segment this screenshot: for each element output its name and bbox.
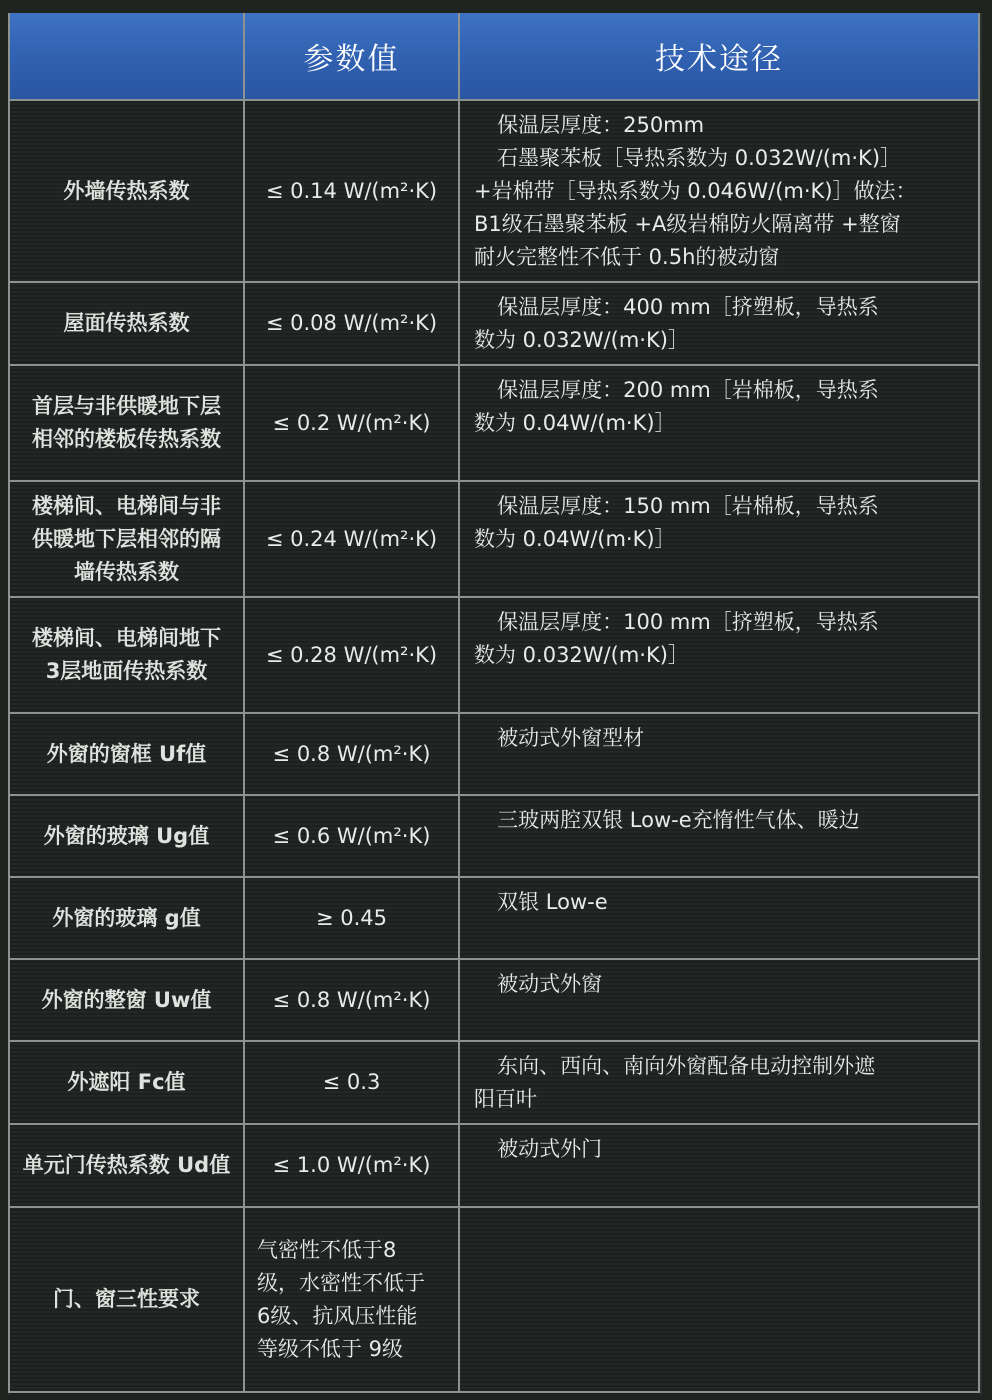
table-row (9, 481, 979, 597)
row-value: ≤ 0.8 W/(m²·K) (244, 713, 459, 795)
row-name: 首层与非供暖地下层相邻的楼板传热系数 (9, 365, 244, 481)
row-value: ≤ 0.3 (244, 1041, 459, 1124)
row-tech (459, 282, 979, 365)
tech-line: 双银 Low-e (497, 890, 608, 914)
row-tech (459, 1124, 979, 1207)
table-row (9, 1041, 979, 1124)
table-row (9, 713, 979, 795)
row-value: ≤ 0.8 W/(m²·K) (244, 959, 459, 1041)
table-row (9, 282, 979, 365)
table-row (9, 1207, 979, 1392)
row-tech (459, 713, 979, 795)
table-row (9, 877, 979, 959)
row-value: ≤ 0.14 W/(m²·K) (244, 100, 459, 282)
table-row (9, 1124, 979, 1207)
tech-line: 保温层厚度：150 mm［岩棉板，导热系 (497, 494, 879, 518)
tech-line: 保温层厚度：100 mm［挤塑板，导热系 (497, 610, 879, 634)
table-row (9, 959, 979, 1041)
tech-line: 耐火完整性不低于 0.5h的被动窗 (474, 245, 780, 269)
table-row (9, 100, 979, 282)
row-tech (459, 597, 979, 713)
row-value: ≤ 1.0 W/(m²·K) (244, 1124, 459, 1207)
row-value: ≤ 0.28 W/(m²·K) (244, 597, 459, 713)
row-value: ≤ 0.2 W/(m²·K) (244, 365, 459, 481)
tech-line: 被动式外窗 (497, 972, 603, 996)
tech-line: 被动式外门 (497, 1137, 603, 1161)
row-name: 外窗的玻璃 Ug值 (9, 795, 244, 877)
row-tech (459, 481, 979, 597)
tech-line: 数为 0.032W/(m·K)］ (474, 643, 689, 667)
header-row (9, 13, 979, 100)
row-name: 外窗的玻璃 g值 (9, 877, 244, 959)
row-tech (459, 100, 979, 282)
tech-line: 保温层厚度：250mm (497, 113, 705, 137)
row-name: 门、窗三性要求 (9, 1207, 244, 1392)
row-tech (459, 795, 979, 877)
tech-line: 数为 0.04W/(m·K)］ (474, 411, 676, 435)
row-value: ≤ 0.6 W/(m²·K) (244, 795, 459, 877)
row-name: 外墙传热系数 (9, 100, 244, 282)
tech-line: 被动式外窗型材 (497, 726, 645, 750)
tech-line: +岩棉带［导热系数为 0.046W/(m·K)］做法： (474, 179, 917, 203)
row-value: ≤ 0.24 W/(m²·K) (244, 481, 459, 597)
tech-line: 数为 0.032W/(m·K)］ (474, 328, 689, 352)
header-cell-method: 技术途径 (459, 13, 979, 100)
tech-line: 阳百叶 (474, 1087, 537, 1111)
row-tech (459, 1207, 979, 1392)
tech-line: 三玻两腔双银 Low-e充惰性气体、暖边 (497, 808, 860, 832)
tech-line: 东向、西向、南向外窗配备电动控制外遮 (497, 1054, 876, 1078)
tech-line: 石墨聚苯板［导热系数为 0.032W/(m·K)］ (497, 146, 902, 170)
row-name: 楼梯间、电梯间地下 3层地面传热系数 (9, 597, 244, 713)
table-row (9, 597, 979, 713)
row-value: ≤ 0.08 W/(m²·K) (244, 282, 459, 365)
row-tech (459, 365, 979, 481)
row-tech (459, 1041, 979, 1124)
row-name: 外窗的整窗 Uw值 (9, 959, 244, 1041)
parameter-table (8, 13, 980, 1393)
row-name: 单元门传热系数 Ud值 (9, 1124, 244, 1207)
tech-line: 数为 0.04W/(m·K)］ (474, 527, 676, 551)
row-tech (459, 877, 979, 959)
row-name: 屋面传热系数 (9, 282, 244, 365)
tech-line: B1级石墨聚苯板 +A级岩棉防火隔离带 +整窗 (474, 212, 901, 236)
tech-line: 保温层厚度：400 mm［挤塑板，导热系 (497, 295, 879, 319)
row-value: 气密性不低于8级，水密性不低于 6级、抗风压性能等级不低于 9级 (244, 1207, 459, 1392)
table-row (9, 795, 979, 877)
row-name: 楼梯间、电梯间与非供暖地下层相邻的隔墙传热系数 (9, 481, 244, 597)
row-name: 外遮阳 Fc值 (9, 1041, 244, 1124)
table-row (9, 365, 979, 481)
row-value: ≥ 0.45 (244, 877, 459, 959)
header-cell-item (9, 13, 244, 100)
header-cell-value: 参数值 (244, 13, 459, 100)
row-tech (459, 959, 979, 1041)
row-name: 外窗的窗框 Uf值 (9, 713, 244, 795)
tech-line: 保温层厚度：200 mm［岩棉板，导热系 (497, 378, 879, 402)
